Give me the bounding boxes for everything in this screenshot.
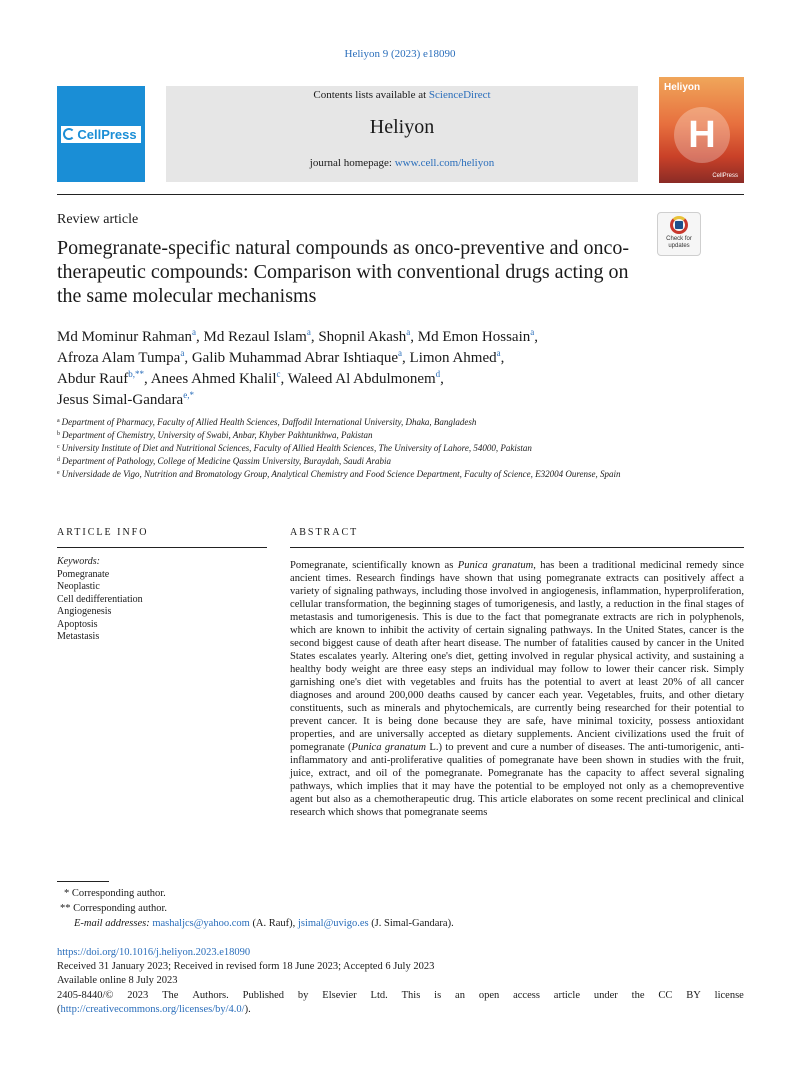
license-word: open [478, 989, 500, 1001]
article-title: Pomegranate-specific natural compounds as onco-preventive and onco-therapeutic compounds: Comparison with conventional drugs acting on the same molecular mechanisms [57, 237, 630, 307]
author[interactable]: Afroza Alam Tumpa$^a$, [57, 348, 192, 366]
author[interactable]: Galib Muhammad Abrar Ishtiaque$^a$, [191, 348, 410, 366]
footnotes [60, 886, 720, 931]
corresponding-author-note: ** Corresponding author. [60, 903, 168, 914]
online-date: Available online 8 July 2023 [57, 975, 178, 987]
affiliation-item: $^b$ Department of Chemistry, University of Swabi, Anbar, Khyber Pakhtunkhwa, Pakistan [57, 430, 373, 440]
affiliation-list [57, 416, 747, 481]
license-word: the [631, 989, 645, 1001]
author[interactable]: Shopnil Akash$^a$, [318, 327, 418, 345]
abstract-rule [290, 547, 744, 548]
check-updates-label: Check for updates [666, 236, 692, 249]
keywords-label: Keywords: [57, 556, 100, 567]
affiliation-marker[interactable]: a [192, 327, 196, 337]
affiliation-marker[interactable]: a [406, 327, 411, 337]
publication-info [57, 946, 744, 1017]
doi-link[interactable]: https://doi.org/10.1016/j.heliyon.2023.e18090 [57, 947, 251, 958]
received-dates: Received 31 January 2023; Received in revised form 18 June 2023; Accepted 6 July 2023 [57, 961, 435, 973]
license-word: license [714, 989, 744, 1001]
species-name: Punica granatum [457, 560, 534, 571]
license-word: Authors. [192, 989, 229, 1001]
homepage-line [166, 157, 638, 169]
keyword-item: Pomegranate [57, 568, 110, 580]
author[interactable]: Limon Ahmed$^a$, [409, 348, 505, 366]
sciencedirect-link[interactable]: ScienceDirect [428, 89, 491, 101]
keyword-item: Apoptosis [57, 618, 98, 630]
affiliation-item: $^e$ Universidade de Vigo, Nutrition and Bromatology Group, Analytical Chemistry and Food Science Department, Faculty of Science, E32004 Ourense, Spain [57, 469, 621, 479]
license-word: article [553, 989, 581, 1001]
affiliation-marker[interactable]: a [398, 348, 403, 358]
affiliation-item: $^c$ University Institute of Diet and Nutritional Sciences, Faculty of Allied Health Sciences, The University of Lahore, 54000, Pakistan [57, 443, 532, 453]
bookmark-check-icon [670, 216, 688, 234]
license-word: is [434, 989, 442, 1001]
affiliation-marker[interactable]: d [435, 369, 441, 379]
corresponding-author-note: * Corresponding author. [64, 888, 166, 899]
license-word: 2405-8440/© [57, 989, 114, 1001]
author[interactable]: Abdur Rauf$^{b,**}$, [57, 369, 151, 387]
author-list [57, 327, 697, 411]
keyword-item: Cell dedifferentiation [57, 593, 143, 605]
license-word: Ltd. [370, 989, 388, 1001]
affiliation-marker[interactable]: e,* [183, 390, 194, 400]
homepage-prefix: journal homepage: [309, 157, 395, 169]
homepage-link[interactable]: www.cell.com/heliyon [394, 157, 495, 169]
check-for-updates-button[interactable] [657, 212, 701, 256]
cover-title: Heliyon [664, 82, 701, 93]
affiliation-marker[interactable]: c [276, 369, 281, 379]
affiliation-marker[interactable]: a [306, 327, 311, 337]
abstract-heading: ABSTRACT [290, 527, 359, 538]
article-info-heading: ARTICLE INFO [57, 527, 149, 538]
author[interactable]: Md Emon Hossain$^a$, [417, 327, 538, 345]
license-word: 2023 [127, 989, 149, 1001]
affiliation-marker[interactable]: a [530, 327, 535, 337]
license-word: an [455, 989, 465, 1001]
species-name: Punica granatum [351, 742, 427, 753]
journal-banner [166, 86, 638, 182]
cellpress-logo[interactable] [57, 86, 145, 182]
cover-brand: CellPress [712, 173, 738, 179]
email-line: E-mail addresses: mashaljcs@yahoo.com (A. Rauf), jsimal@uvigo.es (J. Simal-Gandara). [74, 918, 454, 929]
license-word: by [297, 989, 309, 1001]
cellpress-logo-text: CellPress [77, 126, 137, 142]
cover-emblem [674, 107, 730, 163]
author[interactable]: Jesus Simal-Gandara$^{e,*}$ [57, 390, 194, 408]
keyword-item: Neoplastic [57, 581, 100, 592]
affiliation-marker[interactable]: a [496, 348, 501, 358]
license-link[interactable]: http://creativecommons.org/licenses/by/4.0/ [60, 1003, 245, 1015]
footnote-rule [57, 881, 109, 882]
affiliation-item: $^a$ Department of Pharmacy, Faculty of Allied Health Sciences, Daffodil International University, Dhaka, Bangladesh [57, 417, 477, 427]
license-word: Elsevier [322, 989, 357, 1001]
license-link-line: (http://creativecommons.org/licenses/by/4.0/). [57, 1003, 251, 1015]
author[interactable]: Md Rezaul Islam$^a$, [203, 327, 319, 345]
license-word: Published [242, 989, 285, 1001]
license-statement [57, 989, 744, 1003]
keywords-list [57, 556, 257, 644]
journal-cover-image[interactable] [659, 77, 744, 183]
contents-prefix: Contents lists available at [313, 89, 429, 101]
affiliation-marker[interactable]: a [180, 348, 185, 358]
license-word: access [513, 989, 540, 1001]
license-word: This [401, 989, 421, 1001]
license-word: BY [686, 989, 701, 1001]
email-link[interactable]: jsimal@uvigo.es [297, 918, 369, 929]
license-word: CC [658, 989, 673, 1001]
cover-letter: H [688, 113, 716, 156]
cellpress-logo-mark [61, 126, 140, 143]
affiliation-marker[interactable]: b,** [128, 369, 144, 379]
affiliation-item: $^d$ Department of Pathology, College of Medicine Qassim University, Buraydah, Saudi Arabia [57, 456, 392, 466]
keyword-item: Metastasis [57, 631, 100, 642]
author[interactable]: Md Mominur Rahman$^a$, [57, 327, 204, 345]
cellpress-glyph-icon [63, 128, 75, 140]
author[interactable]: Waleed Al Abdulmonem$^d$, [287, 369, 444, 387]
license-word: The [162, 989, 179, 1001]
keyword-item: Angiogenesis [57, 606, 112, 617]
abstract-text: Pomegranate, scientifically known as Punica granatum, has been a traditional medicinal remedy since ancient times. Research findings have shown that using pomegranate extracts can positively affect a variety of signaling pathways, including those involved in angiogenesis, inflammation, hyperproliferation, cellular transformation, the beginning stages of tumorigenesis, and lastly, a reduction in the final stages of metastasis and tumorigenesis. This is due to the fact that pomegranate extracts are rich in polyphenols, which are known to inhibit the activity of certain signaling pathways. In the United States, cancer is the second biggest cause of death after heart disease. The number of fatalities caused by cancer in the United States escalates yearly. Altering one's diet, getting involved in regular physical activity, and sustaining a healthy body weight are three easy steps an individual may follow to lower their cancer risk. Simply garnishing one's diet with vegetables and fruits has the potential to avert at least 20% of all cancer diagnoses and around 200,000 deaths caused by cancer each year. Vegetables, fruits, and other dietary constituents, such as minerals and phytochemicals, are currently being researched for their potential to prevent cancer. It is being done because they are safe, have minimal toxicity, possess antioxidant properties, and are universally accepted as dietary supplements. Ancient civilizations used the fruit of pomegranate (Punica granatum L.) to prevent and cure a number of diseases. The anti-tumorigenic, anti-inflammatory and anti-proliferative qualities of pomegranate have been shown in studies with the fruit, juice, extract, and oil of the pomegranate. Pomegranate has the capacity to affect several signaling pathways, which implies that it may have the potential to be employed not only as a chemopreventive agent but also as a chemotherapeutic drug. This article elaborates on some recent preclinical and clinical research which shows that pomegranate seems [290, 560, 745, 818]
header-rule [57, 194, 744, 195]
author[interactable]: Anees Ahmed Khalil$^c$, [150, 369, 288, 387]
license-word: under [593, 989, 618, 1001]
journal-citation[interactable]: Heliyon 9 (2023) e18090 [344, 48, 456, 60]
article-type: Review article [57, 212, 139, 227]
article-info-rule [57, 547, 267, 548]
contents-line [166, 89, 638, 101]
email-link[interactable]: mashaljcs@yahoo.com [152, 918, 250, 929]
journal-name: Heliyon [369, 116, 435, 138]
